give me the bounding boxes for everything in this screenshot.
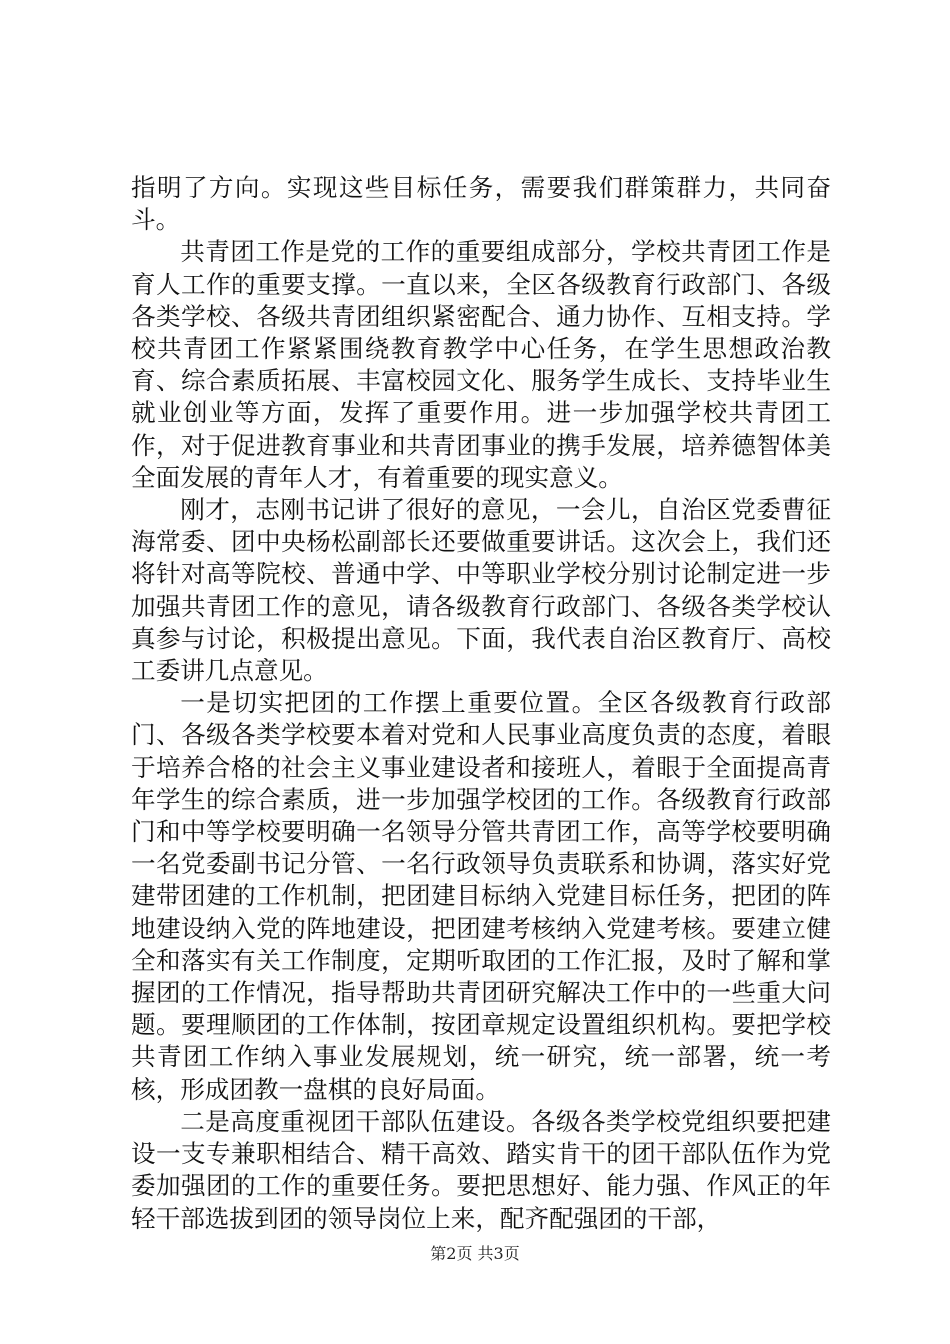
paragraph-point-one: 一是切实把团的工作摆上重要位置。全区各级教育行政部门、各级各类学校要本着对党和人民事业高度负责的态度，着眼于培养合格的社会主义事业建设者和接班人，着眼于全面提高青年学生的综合素质，进一步加强学校团的工作。各级教育行政部门和中等学校要明确一名领导分管共青团工作，高等学校要明确一名党委副书记分管、一名行政领导负责联系和协调，落实好党建带团建的工作机制，把团建目标纳入党建目标任务，把团的阵地建设纳入党的阵地建设，把团建考核纳入党建考核。要建立健全和落实有关工作制度，定期听取团的工作汇报，及时了解和掌握团的工作情况，指导帮助共青团研究解决工作中的一些重大问题。要理顺团的工作体制，按团章规定设置组织机构。要把学校共青团工作纳入事业发展规划，统一研究，统一部署，统一考核，形成团教一盘棋的良好局面。: [131, 688, 831, 1104]
document-body: [131, 172, 831, 1235]
paragraph-youth-league-importance: 共青团工作是党的工作的重要组成部分，学校共青团工作是育人工作的重要支撑。一直以来，全区各级教育行政部门、各级各类学校、各级共青团组织紧密配合、通力协作、互相支持。学校共青团工作紧紧围绕教育教学中心任务，在学生思想政治教育、综合素质拓展、丰富校园文化、服务学生成长、支持毕业生就业创业等方面，发挥了重要作用。进一步加强学校共青团工作，对于促进教育事业和共青团事业的携手发展，培养德智体美全面发展的青年人才，有着重要的现实意义。: [131, 237, 831, 492]
page-number-footer: 第2页 共3页: [430, 1244, 520, 1263]
paragraph-point-two: 二是高度重视团干部队伍建设。各级各类学校党组织要把建设一支专兼职相结合、精干高效、踏实肯干的团干部队伍作为党委加强团的工作的重要任务。要把思想好、能力强、作风正的年轻干部选拔到团的领导岗位上来，配齐配强团的干部，: [131, 1106, 831, 1233]
paragraph-meeting-overview: 刚才，志刚书记讲了很好的意见，一会儿，自治区党委曹征海常委、团中央杨松副部长还要做重要讲话。这次会上，我们还将针对高等院校、普通中学、中等职业学校分别讨论制定进一步加强共青团工作的意见，请各级教育行政部门、各级各类学校认真参与讨论，积极提出意见。下面，我代表自治区教育厅、高校工委讲几点意见。: [131, 495, 831, 686]
paragraph-continuation: 指明了方向。实现这些目标任务，需要我们群策群力，共同奋斗。: [131, 173, 831, 235]
